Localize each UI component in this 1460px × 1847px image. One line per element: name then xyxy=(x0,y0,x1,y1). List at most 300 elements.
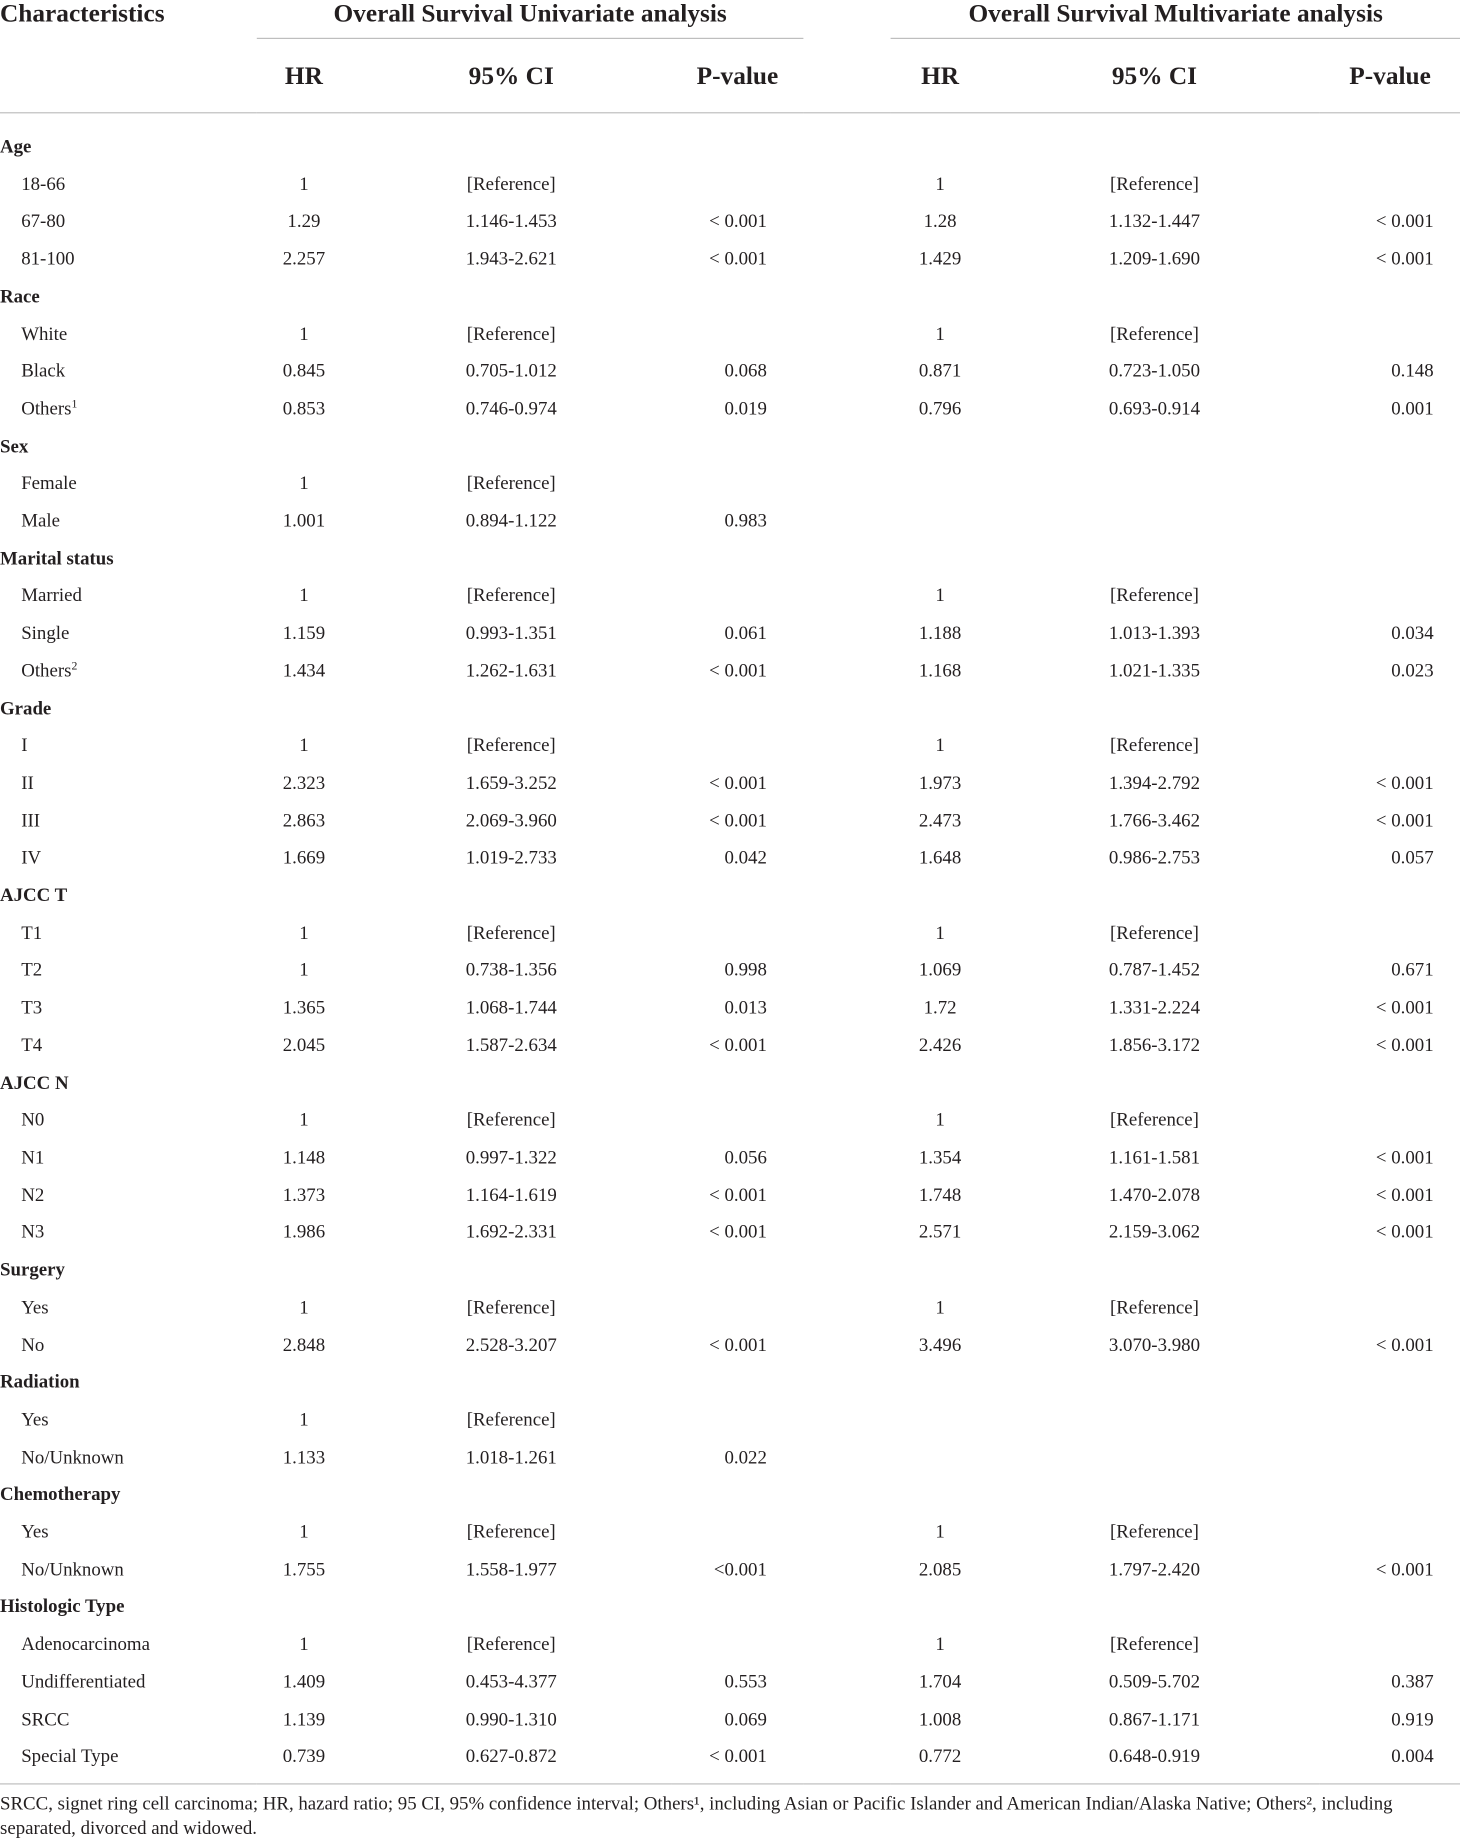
univariate-pvalue-cell: <0.001 xyxy=(713,1559,767,1580)
multivariate-pvalue-cell: 0.919 xyxy=(1391,1709,1434,1730)
univariate-ci-cell: 1.146-1.453 xyxy=(465,211,557,232)
row-label-cell xyxy=(0,1701,257,1738)
multivariate-ci-cell: 2.159-3.062 xyxy=(1108,1222,1200,1243)
multivariate-pvalue-cell xyxy=(1319,1289,1460,1326)
gap-cell xyxy=(803,615,890,652)
multivariate-ci-cell: 0.693-0.914 xyxy=(1108,399,1200,420)
multivariate-ci-cell: [Reference] xyxy=(1109,586,1199,607)
gap-cell xyxy=(803,952,890,989)
row-label: N0 xyxy=(21,1110,45,1131)
univariate-pvalue-cell xyxy=(671,1402,803,1439)
gap-cell xyxy=(803,578,890,615)
row-label: N3 xyxy=(21,1222,45,1243)
univariate-ci-cell: [Reference] xyxy=(466,324,556,345)
multivariate-pvalue-cell: 0.057 xyxy=(1391,848,1434,869)
univariate-hr-cell: 2.045 xyxy=(282,1035,326,1056)
univariate-hr-cell: 1 xyxy=(299,923,309,944)
table-row xyxy=(0,1140,1460,1177)
row-label-cell xyxy=(0,1514,257,1551)
univariate-pvalue-cell: < 0.001 xyxy=(671,1739,803,1784)
gap-cell xyxy=(803,1552,890,1589)
univariate-hr-cell: 1.755 xyxy=(282,1559,326,1580)
gap-cell xyxy=(803,503,890,540)
univariate-hr-cell: 1 xyxy=(299,1297,309,1318)
row-label: N2 xyxy=(21,1185,45,1206)
univariate-hr-cell: 1.001 xyxy=(282,511,326,532)
multivariate-ci-cell: [Reference] xyxy=(1109,923,1199,944)
category-label: Race xyxy=(0,286,40,307)
univariate-ci-cell: 1.659-3.252 xyxy=(465,773,557,794)
multivariate-pvalue-cell: 0.387 xyxy=(1391,1672,1434,1693)
multivariate-pvalue-cell xyxy=(1319,166,1460,203)
univariate-ci-cell: [Reference] xyxy=(466,174,556,195)
multivariate-pvalue-cell xyxy=(1319,728,1460,765)
row-label-cell xyxy=(0,803,257,840)
table-row xyxy=(0,990,1460,1027)
multivariate-hr-cell xyxy=(891,1402,990,1439)
table-row xyxy=(0,952,1460,989)
multivariate-ci-cell: [Reference] xyxy=(1109,1110,1199,1131)
multivariate-hr-cell: 0.871 xyxy=(918,361,962,382)
multivariate-hr-cell: 1.973 xyxy=(918,773,962,794)
table-row xyxy=(0,1177,1460,1214)
multivariate-hr-cell: 1.188 xyxy=(918,623,962,644)
univariate-ci-header: 95% CI xyxy=(351,39,671,113)
row-label: T1 xyxy=(21,923,43,944)
univariate-ci-cell: 1.068-1.744 xyxy=(465,998,557,1019)
table-row xyxy=(0,1739,1460,1784)
multivariate-pvalue-cell: < 0.001 xyxy=(1375,211,1434,232)
multivariate-ci-cell: 0.986-2.753 xyxy=(1108,848,1200,869)
row-label-cell xyxy=(0,1664,257,1701)
univariate-pvalue-cell: 0.019 xyxy=(724,399,767,420)
univariate-pvalue-cell: < 0.001 xyxy=(709,1035,767,1056)
univariate-hr-cell: 1 xyxy=(299,473,309,495)
multivariate-pvalue-cell: < 0.001 xyxy=(1375,1559,1434,1580)
category-label: Histologic Type xyxy=(0,1597,125,1618)
category-label: Radiation xyxy=(0,1372,80,1393)
category-label: AJCC N xyxy=(0,1073,69,1094)
univariate-pvalue-cell: < 0.001 xyxy=(709,1222,767,1243)
table-row xyxy=(0,316,1460,353)
univariate-ci-cell: 1.943-2.621 xyxy=(465,249,557,270)
table-row xyxy=(0,1402,1460,1439)
table-row xyxy=(0,1552,1460,1589)
gap-cell xyxy=(803,1701,890,1738)
multivariate-hr-cell: 2.571 xyxy=(918,1222,962,1243)
multivariate-ci-cell: [Reference] xyxy=(1109,1634,1199,1655)
univariate-ci-cell: 0.738-1.356 xyxy=(465,960,557,981)
univariate-hr-cell: 2.257 xyxy=(282,249,326,270)
row-label: Others xyxy=(21,661,72,682)
table-row xyxy=(0,915,1460,952)
row-label-cell xyxy=(0,615,257,652)
row-label: Yes xyxy=(21,1410,49,1431)
multivariate-hr-cell: 1 xyxy=(935,586,945,607)
univariate-hr-cell: 1.434 xyxy=(282,661,326,682)
multivariate-ci-cell: 1.132-1.447 xyxy=(1108,211,1200,232)
univariate-pvalue-cell: 0.983 xyxy=(724,511,767,532)
univariate-pvalue-cell xyxy=(671,466,803,503)
univariate-pvalue-cell xyxy=(671,915,803,952)
multivariate-pvalue-cell: < 0.001 xyxy=(1375,1222,1434,1243)
univariate-pvalue-header: P-value xyxy=(671,39,803,113)
row-label: No xyxy=(21,1335,45,1356)
multivariate-hr-cell: 1 xyxy=(935,736,945,757)
univariate-ci-cell: 1.019-2.733 xyxy=(465,848,557,869)
univariate-hr-cell: 1.373 xyxy=(282,1185,326,1206)
univariate-hr-cell: 1.669 xyxy=(282,848,326,869)
multivariate-ci-cell xyxy=(990,466,1320,503)
row-label-cell xyxy=(0,765,257,802)
row-label: Yes xyxy=(21,1522,49,1543)
multivariate-pvalue-cell xyxy=(1319,1626,1460,1663)
multivariate-hr-cell: 1.069 xyxy=(918,960,962,981)
row-label-cell xyxy=(0,915,257,952)
row-label-cell xyxy=(0,241,257,278)
category-label: Surgery xyxy=(0,1260,65,1281)
univariate-pvalue-cell: < 0.001 xyxy=(709,773,767,794)
row-label-cell xyxy=(0,1140,257,1177)
table-row xyxy=(0,765,1460,802)
univariate-ci-cell: 0.746-0.974 xyxy=(465,399,557,420)
row-label-cell xyxy=(0,166,257,203)
table-row xyxy=(0,578,1460,615)
multivariate-ci-cell: 1.013-1.393 xyxy=(1108,623,1200,644)
multivariate-hr-cell: 1 xyxy=(935,1110,945,1131)
row-label-cell xyxy=(0,1739,257,1784)
row-label: III xyxy=(21,810,41,832)
multivariate-pvalue-cell: < 0.001 xyxy=(1375,1335,1434,1356)
univariate-ci-cell: 1.587-2.634 xyxy=(465,1035,557,1056)
table-row xyxy=(0,653,1460,690)
multivariate-pvalue-cell: < 0.001 xyxy=(1375,773,1434,794)
multivariate-ci-cell: 1.766-3.462 xyxy=(1108,810,1200,832)
row-label: Male xyxy=(21,511,60,532)
univariate-pvalue-cell xyxy=(671,1626,803,1663)
univariate-title: Overall Survival Univariate analysis xyxy=(257,0,804,39)
row-label: Black xyxy=(21,361,66,382)
row-label-cell xyxy=(0,1102,257,1139)
table-row xyxy=(0,1701,1460,1738)
gap-cell xyxy=(803,1289,890,1326)
gap-cell xyxy=(803,915,890,952)
univariate-pvalue-cell: 0.068 xyxy=(724,361,767,382)
univariate-pvalue-cell: 0.013 xyxy=(724,998,767,1019)
multivariate-hr-cell: 3.496 xyxy=(918,1335,962,1356)
univariate-pvalue-cell: 0.998 xyxy=(724,960,767,981)
row-label-cell xyxy=(0,204,257,241)
table-row xyxy=(0,1626,1460,1663)
row-label-cell xyxy=(0,391,257,428)
gap-cell xyxy=(803,1102,890,1139)
univariate-ci-cell: [Reference] xyxy=(466,1110,556,1131)
multivariate-ci-cell: 0.867-1.171 xyxy=(1108,1709,1200,1730)
multivariate-pvalue-cell: < 0.001 xyxy=(1375,1185,1434,1206)
table-row xyxy=(0,728,1460,765)
multivariate-hr-cell xyxy=(891,1439,990,1476)
univariate-hr-cell: 0.739 xyxy=(257,1739,351,1784)
multivariate-pvalue-cell xyxy=(1319,503,1460,540)
multivariate-hr-cell: 2.473 xyxy=(918,810,962,832)
row-label-cell xyxy=(0,503,257,540)
multivariate-pvalue-cell xyxy=(1319,466,1460,503)
multivariate-pvalue-cell: < 0.001 xyxy=(1375,998,1434,1019)
multivariate-hr-cell: 1 xyxy=(935,174,945,195)
multivariate-ci-header: 95% CI xyxy=(990,39,1320,113)
gap-cell xyxy=(803,1027,890,1064)
row-label-cell xyxy=(0,1439,257,1476)
multivariate-hr-cell: 1.748 xyxy=(918,1185,962,1206)
row-label-cell xyxy=(0,1027,257,1064)
univariate-ci-cell: 0.627-0.872 xyxy=(351,1739,671,1784)
univariate-pvalue-cell xyxy=(671,1102,803,1139)
row-label: Married xyxy=(21,586,82,607)
table-body xyxy=(0,113,1460,1784)
univariate-ci-cell: [Reference] xyxy=(466,1410,556,1431)
univariate-pvalue-cell xyxy=(671,316,803,353)
gap-cell xyxy=(803,466,890,503)
category-label: Age xyxy=(0,136,32,158)
univariate-hr-cell: 1 xyxy=(299,960,309,981)
gap-cell xyxy=(803,765,890,802)
row-label-cell xyxy=(0,578,257,615)
multivariate-hr-cell: 1.72 xyxy=(923,998,957,1019)
univariate-ci-cell: 0.453-4.377 xyxy=(465,1672,557,1693)
multivariate-hr-cell: 1.008 xyxy=(918,1709,962,1730)
univariate-ci-cell: 0.990-1.310 xyxy=(465,1709,557,1730)
category-row xyxy=(0,129,1460,166)
univariate-ci-cell: [Reference] xyxy=(466,736,556,757)
category-label: Sex xyxy=(0,436,29,457)
gap-cell xyxy=(803,353,890,390)
multivariate-hr-cell: 1 xyxy=(935,923,945,944)
row-label: Single xyxy=(21,623,70,644)
univariate-ci-cell: 2.069-3.960 xyxy=(465,810,557,832)
gap-cell xyxy=(803,166,890,203)
multivariate-ci-cell: 0.723-1.050 xyxy=(1108,361,1200,382)
row-label: IV xyxy=(21,848,42,869)
multivariate-hr-cell: 1 xyxy=(935,1634,945,1655)
gap-cell xyxy=(803,728,890,765)
univariate-ci-cell: 1.692-2.331 xyxy=(465,1222,557,1243)
univariate-pvalue-cell: < 0.001 xyxy=(709,810,767,832)
category-label: Marital status xyxy=(0,548,114,569)
table-row xyxy=(0,1215,1460,1252)
univariate-pvalue-cell xyxy=(671,578,803,615)
table-row xyxy=(0,503,1460,540)
row-label-cell xyxy=(0,1327,257,1364)
row-label: T3 xyxy=(21,998,43,1019)
multivariate-pvalue-header: P-value xyxy=(1319,39,1460,113)
univariate-ci-cell: [Reference] xyxy=(466,473,556,495)
multivariate-ci-cell: 1.470-2.078 xyxy=(1108,1185,1200,1206)
multivariate-ci-cell xyxy=(990,1402,1320,1439)
multivariate-hr-header: HR xyxy=(891,39,990,113)
gap-cell xyxy=(803,803,890,840)
multivariate-hr-cell: 1.168 xyxy=(918,661,962,682)
gap-cell xyxy=(803,1177,890,1214)
footnote-marker: 1 xyxy=(71,397,78,411)
multivariate-hr-cell: 2.085 xyxy=(918,1559,962,1580)
gap-cell xyxy=(803,1739,890,1784)
univariate-hr-cell: 1 xyxy=(299,586,309,607)
multivariate-pvalue-cell: 0.023 xyxy=(1391,661,1434,682)
category-label: Grade xyxy=(0,698,52,719)
multivariate-hr-cell: 1 xyxy=(935,1522,945,1543)
univariate-hr-cell: 1.133 xyxy=(282,1447,326,1468)
gap-cell xyxy=(803,653,890,690)
table-row xyxy=(0,166,1460,203)
table-row xyxy=(0,615,1460,652)
table-row xyxy=(0,391,1460,428)
row-label-cell xyxy=(0,653,257,690)
multivariate-ci-cell xyxy=(990,503,1320,540)
univariate-hr-cell: 2.863 xyxy=(282,810,326,832)
row-label-cell xyxy=(0,840,257,877)
univariate-pvalue-cell: < 0.001 xyxy=(709,1185,767,1206)
table-row xyxy=(0,840,1460,877)
multivariate-ci-cell: 1.331-2.224 xyxy=(1108,998,1200,1019)
footnote-marker: 2 xyxy=(71,659,78,673)
multivariate-ci-cell: 1.856-3.172 xyxy=(1108,1035,1200,1056)
univariate-pvalue-cell: 0.022 xyxy=(724,1447,767,1468)
univariate-pvalue-cell: 0.069 xyxy=(724,1709,767,1730)
row-label: 18-66 xyxy=(21,174,66,195)
gap-cell xyxy=(803,840,890,877)
row-label: II xyxy=(21,773,34,794)
multivariate-ci-cell: 0.509-5.702 xyxy=(1108,1672,1200,1693)
multivariate-hr-cell: 0.772 xyxy=(891,1739,990,1784)
univariate-hr-cell: 1 xyxy=(299,736,309,757)
multivariate-ci-cell xyxy=(990,1439,1320,1476)
multivariate-hr-cell: 1 xyxy=(935,1297,945,1318)
multivariate-ci-cell: [Reference] xyxy=(1109,1297,1199,1318)
univariate-pvalue-cell xyxy=(671,1289,803,1326)
univariate-pvalue-cell: 0.042 xyxy=(724,848,767,869)
row-label: White xyxy=(21,324,68,345)
multivariate-hr-cell: 1.429 xyxy=(918,249,962,270)
multivariate-ci-cell: [Reference] xyxy=(1109,174,1199,195)
category-row xyxy=(0,1252,1460,1289)
table-row xyxy=(0,1027,1460,1064)
gap-cell xyxy=(803,1402,890,1439)
univariate-pvalue-cell xyxy=(671,728,803,765)
gap-cell xyxy=(803,1439,890,1476)
row-label: No/Unknown xyxy=(21,1559,124,1580)
category-row xyxy=(0,541,1460,578)
row-label: 67-80 xyxy=(21,211,66,232)
table-row xyxy=(0,803,1460,840)
category-row xyxy=(0,278,1460,315)
multivariate-hr-cell: 1.28 xyxy=(923,211,957,232)
univariate-hr-cell: 0.853 xyxy=(282,399,326,420)
multivariate-pvalue-cell xyxy=(1319,915,1460,952)
univariate-ci-cell: [Reference] xyxy=(466,1634,556,1655)
gap-cell xyxy=(803,1215,890,1252)
row-label-cell xyxy=(0,1289,257,1326)
category-row xyxy=(0,690,1460,727)
multivariate-pvalue-cell xyxy=(1319,578,1460,615)
univariate-pvalue-cell xyxy=(671,1514,803,1551)
table-row xyxy=(0,1439,1460,1476)
table-footnote: SRCC, signet ring cell carcinoma; HR, hazard ratio; 95 CI, 95% confidence interval; Others¹, including Asian or Pacific Islander and American Indian/Alaska Native; Others², including separated, divorced and widowed. xyxy=(0,1793,1393,1839)
multivariate-pvalue-cell xyxy=(1319,316,1460,353)
univariate-ci-cell: 0.997-1.322 xyxy=(465,1147,557,1168)
gap-cell xyxy=(803,1327,890,1364)
row-label-cell xyxy=(0,466,257,503)
univariate-ci-cell: [Reference] xyxy=(466,586,556,607)
multivariate-title: Overall Survival Multivariate analysis xyxy=(891,0,1460,39)
multivariate-pvalue-cell: 0.004 xyxy=(1319,1739,1460,1784)
univariate-hr-header: HR xyxy=(257,39,351,113)
multivariate-hr-cell: 2.426 xyxy=(918,1035,962,1056)
row-label: No/Unknown xyxy=(21,1447,124,1468)
multivariate-hr-cell: 1.704 xyxy=(918,1672,962,1693)
multivariate-ci-cell: [Reference] xyxy=(1109,736,1199,757)
row-label-cell xyxy=(0,1626,257,1663)
univariate-ci-cell: 0.705-1.012 xyxy=(465,361,557,382)
multivariate-ci-cell: 1.394-2.792 xyxy=(1108,773,1200,794)
univariate-hr-cell: 1 xyxy=(299,324,309,345)
multivariate-ci-cell: 1.797-2.420 xyxy=(1108,1559,1200,1580)
row-label: Female xyxy=(21,473,77,495)
table-row xyxy=(0,1102,1460,1139)
multivariate-hr-cell xyxy=(891,466,990,503)
multivariate-pvalue-cell: < 0.001 xyxy=(1375,249,1434,270)
univariate-pvalue-cell: 0.061 xyxy=(724,623,767,644)
univariate-ci-cell: 1.164-1.619 xyxy=(465,1185,557,1206)
univariate-hr-cell: 1.29 xyxy=(287,211,321,232)
univariate-hr-cell: 1 xyxy=(299,1110,309,1131)
row-label: Adenocarcinoma xyxy=(21,1634,150,1655)
table-row xyxy=(0,466,1460,503)
row-label-cell xyxy=(0,990,257,1027)
univariate-ci-cell: 1.262-1.631 xyxy=(465,661,557,682)
univariate-pvalue-cell: < 0.001 xyxy=(709,249,767,270)
row-label: Undifferentiated xyxy=(21,1672,146,1693)
multivariate-ci-cell: 1.209-1.690 xyxy=(1108,249,1200,270)
univariate-pvalue-cell xyxy=(671,166,803,203)
multivariate-pvalue-cell xyxy=(1319,1102,1460,1139)
row-label-cell xyxy=(0,1402,257,1439)
univariate-hr-cell: 0.845 xyxy=(282,361,326,382)
univariate-hr-cell: 2.323 xyxy=(282,773,326,794)
gap-cell xyxy=(803,241,890,278)
univariate-ci-cell: 2.528-3.207 xyxy=(465,1335,557,1356)
row-label: Others xyxy=(21,399,72,420)
row-label-cell xyxy=(0,1215,257,1252)
univariate-hr-cell: 1 xyxy=(299,1634,309,1655)
multivariate-ci-cell: 1.161-1.581 xyxy=(1108,1147,1200,1168)
row-label-cell xyxy=(0,1177,257,1214)
characteristics-header: Characteristics xyxy=(0,0,165,28)
univariate-hr-cell: 1.986 xyxy=(282,1222,326,1243)
multivariate-hr-cell: 1.354 xyxy=(918,1147,962,1168)
gap-cell xyxy=(803,204,890,241)
multivariate-pvalue-cell: < 0.001 xyxy=(1375,1035,1434,1056)
univariate-ci-cell: [Reference] xyxy=(466,1522,556,1543)
gap-cell xyxy=(803,316,890,353)
row-label: Special Type xyxy=(21,1746,119,1768)
multivariate-pvalue-cell: < 0.001 xyxy=(1375,1147,1434,1168)
row-label-cell xyxy=(0,952,257,989)
row-label: SRCC xyxy=(21,1709,70,1730)
gap-cell xyxy=(803,391,890,428)
row-label-cell xyxy=(0,728,257,765)
multivariate-ci-cell: 3.070-3.980 xyxy=(1108,1335,1200,1356)
multivariate-hr-cell: 1.648 xyxy=(918,848,962,869)
